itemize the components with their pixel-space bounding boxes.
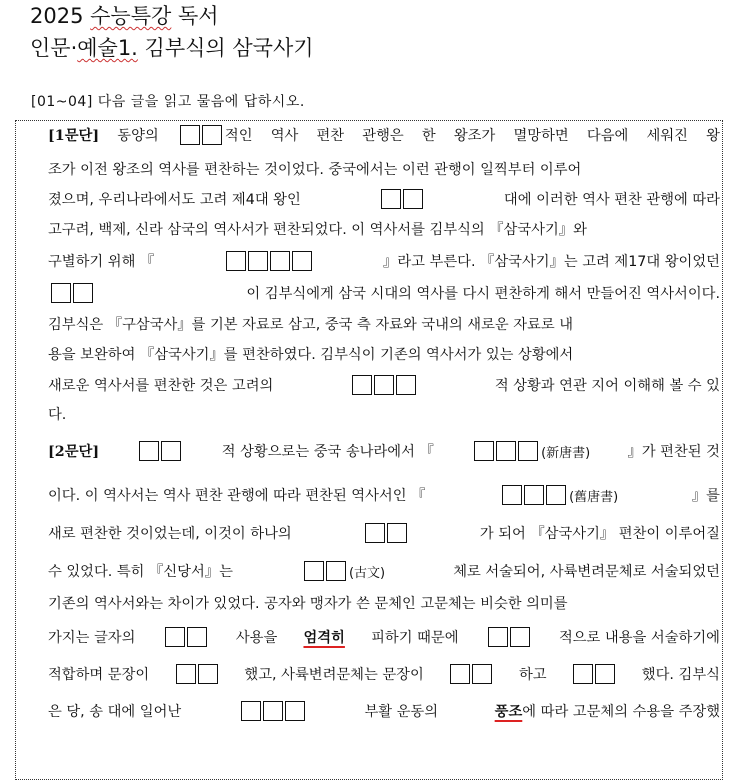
text: 사용을: [235, 630, 278, 646]
text: 동양의: [117, 128, 159, 144]
passage-line: [48, 589, 720, 617]
text: 용을 보완하여 『삼국사기』를 편찬하였다. 김부식이 기존의 역사서가 있는 상황에서: [48, 347, 574, 363]
blank-box: [472, 664, 492, 684]
text: 구별하기 위해 『: [48, 254, 155, 270]
text: 졌으며, 우리나라에서도 고려 제4대 왕인: [48, 192, 301, 208]
blank-box: [180, 125, 200, 145]
text: 김부식은 『구삼국사』를 기본 자료로 삼고, 중국 측 자료와 국내의 새로운 자료로 내: [48, 317, 574, 333]
text: 적합하며 문장이: [48, 667, 150, 683]
blank-box: [502, 485, 522, 505]
blank-box: [248, 251, 268, 271]
text: 대에 이러한 역사 편찬 관행에 따라: [503, 192, 720, 208]
blank-box: [387, 523, 407, 543]
question-instruction: [01~04] 다음 글을 읽고 물음에 답하시오.: [31, 94, 305, 110]
passage-line: [48, 279, 720, 307]
passage-line: [48, 340, 720, 368]
hanja-text: (舊唐書): [569, 489, 619, 505]
passage-line: [48, 437, 720, 465]
text: 왕: [706, 128, 720, 144]
year: 2025: [30, 4, 84, 28]
doc-title-line-2: [30, 34, 314, 62]
text: 했다. 김부식: [641, 667, 720, 683]
blank-group: [240, 701, 306, 721]
blank-group: [487, 627, 531, 647]
unit-name: 예술1.: [77, 36, 138, 60]
blank-group: [225, 251, 313, 271]
subject: 독서: [177, 4, 219, 28]
passage-line: [48, 121, 720, 149]
blank-box: [326, 561, 346, 581]
text: 하고: [518, 667, 547, 683]
blank-box: [546, 485, 566, 505]
text: 고구려, 백제, 신라 삼국의 역사서가 편찬되었다. 이 역사서를 김부식의 『삼국사기』와: [48, 222, 587, 238]
book-name: 수능특강: [90, 4, 172, 28]
blank-box: [165, 627, 185, 647]
blank-group: [301, 561, 385, 581]
text: 부활 운동의: [364, 704, 439, 720]
passage-line: [48, 481, 720, 509]
underlined-word: 풍조: [494, 704, 523, 720]
blank-box: [488, 627, 508, 647]
paragraph-label: [2문단]: [48, 444, 100, 460]
blank-box: [187, 627, 207, 647]
blank-group: [177, 125, 253, 145]
text: 관행은: [362, 128, 404, 144]
passage-line: [48, 185, 720, 213]
blank-box: [352, 375, 372, 395]
text: 세워진: [646, 128, 688, 144]
blank-group: [572, 664, 616, 684]
passage-line: [48, 400, 720, 428]
blank-box: [450, 664, 470, 684]
blank-box: [496, 441, 516, 461]
blank-group: [364, 523, 408, 543]
blank-box: [285, 701, 305, 721]
text: 이다. 이 역사서는 역사 편찬 관행에 따라 편찬된 역사서인 『: [48, 488, 426, 504]
paragraph-label: [1문단]: [48, 128, 100, 144]
blank-group: [164, 627, 208, 647]
passage-line: [48, 519, 720, 547]
blank-box: [524, 485, 544, 505]
text: 했고, 사륙변려문체는 문장이: [244, 667, 424, 683]
text: 수 있었다. 특히 『신당서』는: [48, 564, 233, 580]
passage-line: [48, 371, 720, 399]
text: 편찬: [316, 128, 345, 144]
text: 적 상황과 연관 지어 이해해 볼 수 있: [494, 378, 720, 394]
blank-box: [474, 441, 494, 461]
passage-line: [48, 557, 720, 585]
text: 이 김부식에게 삼국 시대의 역사를 다시 편찬하게 해서 만들어진 역사서이다.: [246, 286, 720, 302]
blank-box: [292, 251, 312, 271]
text: 역사: [270, 128, 299, 144]
blank-box: [595, 664, 615, 684]
passage-line: [48, 155, 720, 183]
blank-box: [263, 701, 283, 721]
doc-title-line-1: [30, 2, 219, 30]
blank-box: [51, 283, 71, 303]
blank-box: [573, 664, 593, 684]
text: 다음에: [586, 128, 629, 144]
text: 다.: [48, 407, 67, 423]
blank-group: [50, 283, 94, 303]
passage-line: [48, 247, 720, 275]
text: 체로 서술되어, 사륙변려문체로 서술되었던: [453, 564, 720, 580]
blank-box: [202, 125, 222, 145]
blank-group: [380, 189, 424, 209]
unit-prefix: 인문·: [30, 36, 78, 60]
passage-line: [48, 310, 720, 338]
blank-box: [226, 251, 246, 271]
blank-box: [176, 664, 196, 684]
underlined-word: 엄격히: [303, 630, 345, 646]
text: 기존의 역사서와는 차이가 있었다. 공자와 맹자가 쓴 문체인 고문체는 비슷한 의미를: [48, 596, 568, 612]
text: 적 상황으로는 중국 송나라에서 『: [221, 444, 434, 460]
text: 』라고 부른다. 『삼국사기』는 고려 제17대 왕이었던: [383, 254, 720, 270]
passage-line: [48, 623, 720, 651]
text: 에 따라 고문체의 수용을 주장했: [522, 704, 720, 720]
blank-box: [270, 251, 290, 271]
blank-box: [198, 664, 218, 684]
blank-box: [304, 561, 324, 581]
passage-box: [15, 120, 723, 780]
text: 가지는 글자의: [48, 630, 136, 646]
text: 적으로 내용을 서술하기에: [558, 630, 720, 646]
unit-title: 김부식의 삼국사기: [144, 36, 314, 60]
blank-group: [495, 701, 720, 721]
blank-box: [161, 441, 181, 461]
hanja-text: (古文): [348, 565, 386, 581]
text: 』를: [691, 488, 720, 504]
passage-line: [48, 660, 720, 688]
blank-group: [449, 664, 493, 684]
text: 조가 이전 왕조의 역사를 편찬하는 것이었다. 중국에서는 이런 관행이 일찍부터 이루어: [48, 162, 582, 178]
text: 새로운 역사서를 편찬한 것은 고려의: [48, 378, 274, 394]
blank-box: [374, 375, 394, 395]
text: 멸망하면: [513, 128, 569, 144]
blank-box: [518, 441, 538, 461]
blank-group: [175, 664, 219, 684]
blank-box: [510, 627, 530, 647]
blank-box: [381, 189, 401, 209]
text: 한: [421, 128, 436, 144]
blank-box: [139, 441, 159, 461]
text: 왕조가: [453, 128, 496, 144]
blank-box: [241, 701, 261, 721]
blank-box: [403, 189, 423, 209]
text: 은 당, 송 대에 일어난: [48, 704, 182, 720]
blank-box: [365, 523, 385, 543]
hanja-text: (新唐書): [541, 445, 591, 461]
passage-line: [48, 697, 720, 725]
blank-box: [396, 375, 416, 395]
text: 피하기 때문에: [371, 630, 459, 646]
text: 』가 편찬된 것: [627, 444, 720, 460]
blank-group: [471, 441, 590, 461]
blank-group: [499, 485, 618, 505]
blank-group: [351, 375, 417, 395]
passage-line: [48, 215, 720, 243]
text: 적인: [224, 128, 253, 144]
text: 새로 편찬한 것이었는데, 이것이 하나의: [48, 526, 292, 542]
text: 가 되어 『삼국사기』 편찬이 이루어질: [479, 526, 720, 542]
blank-group: [138, 441, 182, 461]
blank-box: [73, 283, 93, 303]
